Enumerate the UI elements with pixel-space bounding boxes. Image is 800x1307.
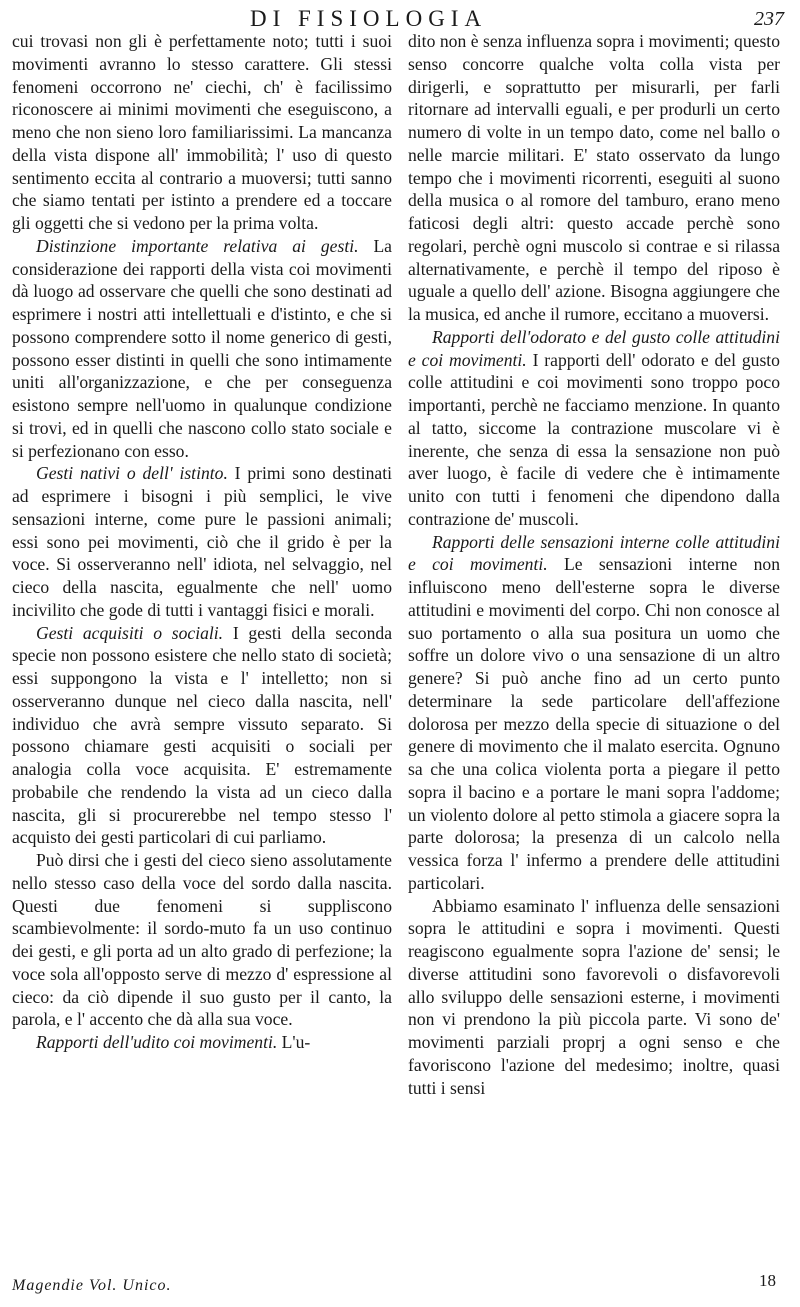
paragraph (408, 531, 780, 895)
paragraph (408, 895, 780, 1100)
signature-mark: Magendie Vol. Unico. (12, 1277, 172, 1294)
section-heading: Distinzione importante relativa ai gesti. (36, 235, 359, 256)
right-column (408, 30, 780, 1099)
section-heading: Gesti acquisiti o sociali. (36, 622, 224, 643)
paragraph-text: cui trovasi non gli è perfettamente noto; tutti i suoi movimenti avranno lo stesso carattere. Gli stessi fenomeni occorrono ne' ciechi, ch' è facilissimo riconoscere ai minimi movimenti che eseguiscono, a meno che non sieno loro familiarissimi. La mancanza della vista dispone all' immobilità; l' uso di questo sentimento eccita al contrario a muoversi; tutti sanno che siamo tentati per istinto a prendere ed a toccare gli oggetti che si vedono per la prima volta. (12, 31, 392, 233)
paragraph-text: I gesti della seconda specie non possono esistere che nello stato di società; essi suppongono la vista e l' intelletto; non si osserveranno dunque nel cieco dalla nascita, nell' individuo che avrà sempre vissuto separato. Si possono chiamare gesti acquisiti o sociali per analogia colla voce acquisita. E' estremamente probabile che rendendo la vista ad un cieco dalla nascita, gli si procurerebbe nel tempo stesso l' acquisto dei gesti particolari di cui parliamo. (12, 622, 392, 848)
paragraph-text: Le sensazioni interne non influiscono meno dell'esterne sopra le diverse attitudini e movimenti del corpo. Chi non conosce al suo portamento o alla sua positura un uomo che soffre un dolore vivo o una sensazione di un altro genere? Si può anche fino ad un certo punto determinare la sede particolare dell'affezione dolorosa per mezzo della specie di situazione o del genere di movimento che il malato esercita. Ognuno sa che una colica violenta porta a piegare il petto sopra il bacino e a portare le mani sopra l'addome; un violento dolore al petto stimola a giacere sopra la parte dolorosa; la presenza di un calcolo nella vessica forza l' infermo a prendere delle attitudini particolari. (408, 554, 780, 893)
left-column (12, 30, 392, 1054)
section-heading: Rapporti delle sensazioni interne colle attitudini e coi movimenti. (408, 531, 780, 575)
paragraph (12, 30, 392, 235)
paragraph-text: L'u- (281, 1032, 311, 1052)
section-heading: Rapporti dell'odorato e del gusto colle attitudini e coi movimenti. (408, 326, 780, 370)
paragraph (12, 235, 392, 463)
gathering-mark: 18 (759, 1271, 776, 1290)
paragraph-text: Può dirsi che i gesti del cieco sieno assolutamente nello stesso caso della voce del sordo dalla nascita. Questi due fenomeni si suppliscono scambievolmente: il sordo-muto fa un uso continuo dei gesti, e gli porta ad un alto grado di perfezione; la voce sola all'opposto serve di mezzo d' espressione al cieco: da ciò dipende il suo gusto per il canto, la parola, e l' accento che dà alla sua voce. (12, 850, 392, 1030)
running-head-title: DI FISIOLOGIA (250, 6, 488, 31)
paragraph-text: dito non è senza influenza sopra i movimenti; questo senso concorre qualche volta colla vista per dirigerli, e soprattutto per misurarli, per farli ritornare ad intervalli eguali, e per produrli un certo numero di volte in un tempo dato, come nel ballo o nelle marcie militari. E' stato osservato da lungo tempo che i movimenti ricorrenti, eseguiti al suono della musica o al romore del tamburo, erano meno faticosi degli altri: questo accade perchè sono regolari, perchè ogni muscolo si contrae e si rilassa alternativamente, e perchè il tempo del riposo è uguale a quello dell' azione. Bisogna aggiungere che la musica, ed anche il rumore, eccitano a muoversi. (408, 31, 780, 324)
paragraph (408, 30, 780, 326)
paragraph (12, 849, 392, 1031)
paragraph (12, 1031, 392, 1054)
section-heading: Rapporti dell'udito coi movimenti. (36, 1032, 278, 1052)
page-number: 237 (754, 8, 784, 30)
paragraph (408, 326, 780, 531)
paragraph-text: I primi sono destinati ad esprimere i bisogni i più semplici, le vive sensazioni interne, come pure le passioni animali; essi sono pei movimenti, ciò che il grido è per la voce. Si osserveranno nell' idiota, nel selvaggio, nel cieco della nascita, egualmente che nell' uomo incivilito che gode di tutti i vantaggi fisici e morali. (12, 463, 392, 620)
paragraph (12, 462, 392, 621)
paragraph-text: La considerazione dei rapporti della vista coi movimenti dà luogo ad osservare che quelli che sono destinati ad esprimere i nostri atti intellettuali e d'istinto, e che si possono comprendere sotto il nome generico di gesti, possono esser distinti in quelli che sono intimamente uniti all'organizzazione, e che per conseguenza esistono sempre nell'uomo in qualunque condizione si trovi, ed in quelli che nascono collo stato sociale e si perfezionano con esso. (12, 235, 392, 461)
section-heading: Gesti nativi o dell' istinto. (36, 463, 228, 484)
paragraph-text: I rapporti dell' odorato e del gusto colle attitudini e coi movimenti sono troppo poco importanti, perchè ne facciamo menzione. In quanto al tatto, siccome la contrazione muscolare vi è inerente, che senza di essa la sensazione non può aver luogo, è facile di vedere che è intimamente unito con tutti i fenomeni che dipendono dalla contrazione de' muscoli. (408, 349, 780, 529)
page-footer (12, 1271, 780, 1303)
paragraph-text: Abbiamo esaminato l' influenza delle sensazioni sopra le attitudini e sopra i movimenti. Questi reagiscono egualmente sopra l'azione de' sensi; le diverse attitudini sono favorevoli o disfavorevoli allo sviluppo delle sensazioni esterne, i movimenti non vi prendono la più piccola parte. Vi sono de' movimenti parziali proprj a ogni senso e che favoriscono l'azione del medesimo; inoltre, quasi tutti i sensi (408, 895, 780, 1098)
paragraph (12, 622, 392, 850)
